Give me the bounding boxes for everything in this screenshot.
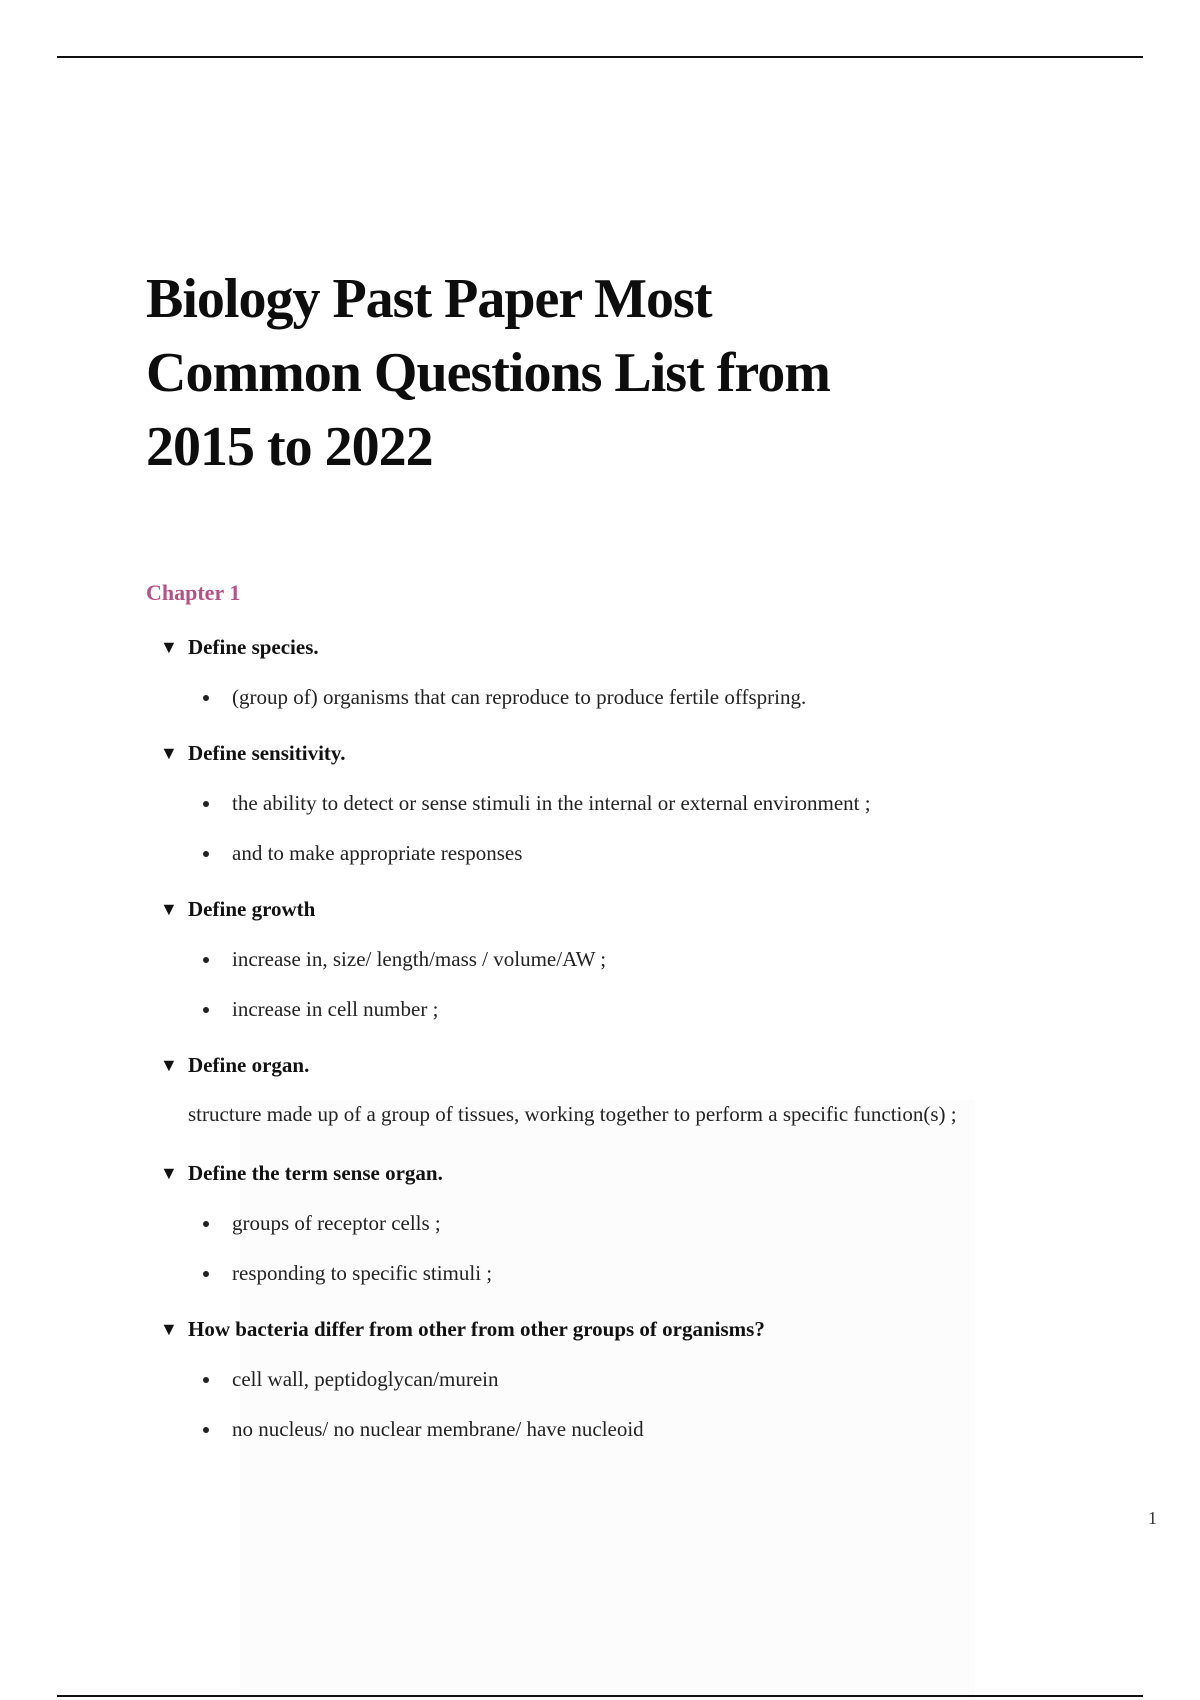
question-text: Define species.	[188, 635, 319, 659]
answer-item	[146, 1414, 1046, 1444]
toggle-triangle-icon[interactable]: ▼	[160, 1055, 178, 1075]
question-text: How bacteria differ from other from other groups of organisms?	[188, 1317, 765, 1341]
answer-item	[146, 994, 1046, 1024]
toggle-block-sensitivity[interactable]	[146, 738, 1046, 868]
toggle-question[interactable]	[146, 1314, 1046, 1344]
document-content	[146, 262, 1046, 1444]
page-title: Biology Past Paper Most Common Questions List from 2015 to 2022	[146, 268, 830, 478]
answer-text: cell wall, peptidoglycan/murein	[232, 1367, 499, 1391]
answer-text: (group of) organisms that can reproduce to produce fertile offspring.	[232, 685, 807, 709]
bullet-icon	[203, 1007, 209, 1013]
toggle-question[interactable]	[146, 632, 1046, 662]
bullet-icon	[203, 801, 209, 807]
top-rule	[57, 56, 1143, 58]
toggle-block-species[interactable]	[146, 632, 1046, 712]
answer-text: groups of receptor cells ;	[232, 1211, 441, 1235]
answer-item	[146, 1364, 1046, 1394]
answer-item	[146, 944, 1046, 974]
question-text: Define growth	[188, 897, 316, 921]
answer-list	[146, 1364, 1046, 1444]
bottom-rule	[57, 1695, 1143, 1697]
toggle-question[interactable]	[146, 1158, 1046, 1188]
question-text: Define organ.	[188, 1053, 310, 1077]
answer-list	[146, 1208, 1046, 1288]
answer-item	[146, 788, 1046, 818]
answer-paragraph: structure made up of a group of tissues, working together to perform a specific function(s) ;	[188, 1102, 957, 1126]
page-number: 1	[1148, 1508, 1157, 1528]
toggle-block-growth[interactable]	[146, 894, 1046, 1024]
toggle-question[interactable]	[146, 1050, 1046, 1080]
bullet-icon	[203, 1377, 209, 1383]
toggle-block-sense-organ[interactable]	[146, 1158, 1046, 1288]
toggle-triangle-icon[interactable]: ▼	[160, 1163, 178, 1183]
bullet-icon	[203, 695, 209, 701]
answer-item	[146, 1258, 1046, 1288]
question-text: Define the term sense organ.	[188, 1161, 443, 1185]
toggle-block-bacteria[interactable]	[146, 1314, 1046, 1444]
answer-text: increase in, size/ length/mass / volume/AW ;	[232, 947, 607, 971]
toggle-triangle-icon[interactable]: ▼	[160, 1319, 178, 1339]
bullet-icon	[203, 851, 209, 857]
bullet-icon	[203, 957, 209, 963]
toggle-triangle-icon[interactable]: ▼	[160, 899, 178, 919]
toggle-triangle-icon[interactable]: ▼	[160, 637, 178, 657]
answer-text: increase in cell number ;	[232, 997, 439, 1021]
answer-item	[146, 1208, 1046, 1238]
answer-text: responding to specific stimuli ;	[232, 1261, 493, 1285]
bullet-icon	[203, 1221, 209, 1227]
bullet-icon	[203, 1427, 209, 1433]
question-text: Define sensitivity.	[188, 741, 346, 765]
answer-text: and to make appropriate responses	[232, 841, 523, 865]
chapter-heading: Chapter 1	[146, 580, 241, 605]
answer-list	[146, 944, 1046, 1024]
answer-list	[146, 788, 1046, 868]
toggle-block-organ[interactable]	[146, 1050, 1046, 1132]
answer-text: no nucleus/ no nuclear membrane/ have nucleoid	[232, 1417, 644, 1441]
toggle-question[interactable]	[146, 738, 1046, 768]
answer-item	[146, 838, 1046, 868]
toggle-question[interactable]	[146, 894, 1046, 924]
toggle-triangle-icon[interactable]: ▼	[160, 743, 178, 763]
answer-text: the ability to detect or sense stimuli in the internal or external environment ;	[232, 791, 871, 815]
bullet-icon	[203, 1271, 209, 1277]
answer-item	[146, 682, 1046, 712]
answer-list	[146, 682, 1046, 712]
